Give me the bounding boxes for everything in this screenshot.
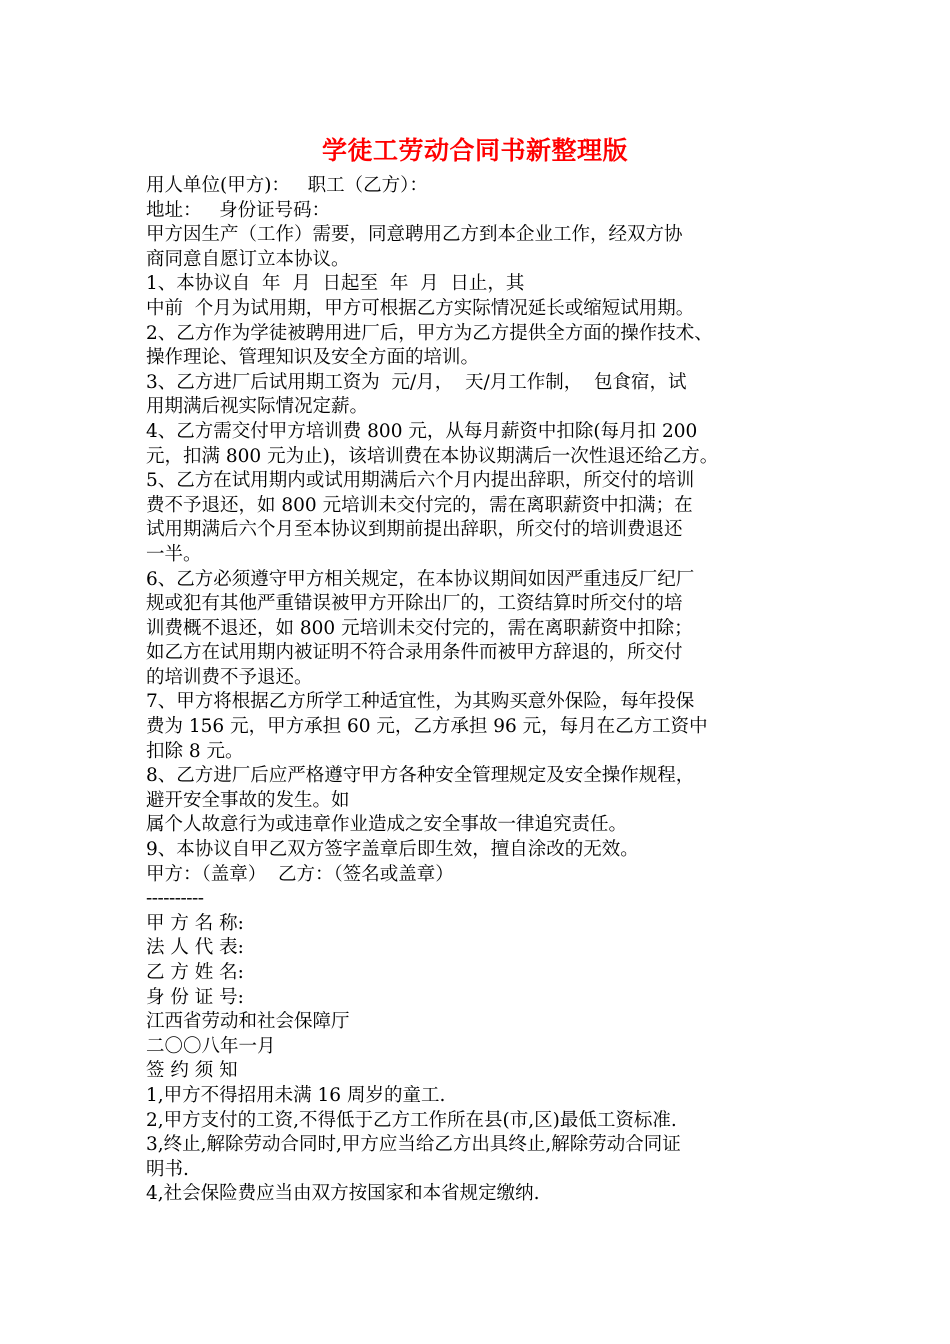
signature-line: 甲方：（盖章） 乙方：（签名或盖章） — [146, 863, 454, 885]
clause-3-line: 3、乙方进厂后试用期工资为 元/月， 天/月工作制， 包食宿，试 — [146, 371, 687, 393]
clause-1-line: 1、本协议自 年 月 日起至 年 月 日止，其 — [146, 273, 525, 295]
address-id-line: 地址： 身份证号码： — [146, 199, 331, 221]
clause-8-line: 避开安全事故的发生。如 — [146, 789, 350, 811]
id-number-label: 身 份 证 号: — [146, 986, 244, 1008]
clause-4-line: 4、乙方需交付甲方培训费 800 元，从每月薪资中扣除(每月扣 200 — [146, 420, 698, 442]
notice-item-4: 4,社会保险费应当由双方按国家和本省规定缴纳. — [146, 1183, 540, 1205]
clause-6-line: 规或犯有其他严重错误被甲方开除出厂的，工资结算时所交付的培 — [146, 593, 683, 615]
employer-employee-line: 用人单位(甲方)： 职工（乙方）： — [146, 175, 428, 196]
issuing-authority: 江西省劳动和社会保障厅 — [146, 1011, 350, 1033]
document-body — [146, 174, 826, 1207]
notice-item-1: 1,甲方不得招用未满 16 周岁的童工. — [146, 1084, 446, 1106]
clause-5-line: 费不予退还，如 800 元培训未交付完的，需在离职薪资中扣满；在 — [146, 494, 693, 516]
issue-date: 二〇〇八年一月 — [146, 1035, 276, 1057]
clause-5-line: 5、乙方在试用期内或试用期满后六个月内提出辞职，所交付的培训 — [146, 470, 695, 492]
notice-heading: 签 约 须 知 — [146, 1060, 238, 1082]
clause-2-line: 操作理论、管理知识及安全方面的培训。 — [146, 347, 480, 369]
party-a-name-label: 甲 方 名 称: — [146, 912, 244, 934]
paragraph-line: 商同意自愿订立本协议。 — [146, 248, 350, 270]
clause-5-line: 试用期满后六个月至本协议到期前提出辞职，所交付的培训费退还 — [146, 519, 683, 541]
clause-6-line: 训费概不退还，如 800 元培训未交付完的，需在离职薪资中扣除； — [146, 617, 693, 639]
legal-representative-label: 法 人 代 表: — [146, 937, 244, 959]
notice-item-3: 明书. — [146, 1158, 189, 1180]
paragraph-line: 甲方因生产（工作）需要，同意聘用乙方到本企业工作，经双方协 — [146, 224, 683, 246]
clause-4-line: 元，扣满 800 元为止)，该培训费在本协议期满后一次性退还给乙方。 — [146, 445, 719, 467]
notice-item-3: 3,终止,解除劳动合同时,甲方应当给乙方出具终止,解除劳动合同证 — [146, 1134, 681, 1156]
clause-7-line: 7、甲方将根据乙方所学工种适宜性，为其购买意外保险，每年投保 — [146, 691, 695, 713]
clause-6-line: 6、乙方必须遵守甲方相关规定，在本协议期间如因严重违反厂纪厂 — [146, 568, 695, 590]
clause-9-line: 9、本协议自甲乙双方签字盖章后即生效，擅自涂改的无效。 — [146, 839, 639, 861]
notice-item-2: 2,甲方支付的工资,不得低于乙方工作所在县(市,区)最低工资标准. — [146, 1109, 677, 1131]
clause-6-line: 如乙方在试用期内被证明不符合录用条件而被甲方辞退的，所交付 — [146, 642, 683, 664]
clause-7-line: 费为 156 元，甲方承担 60 元，乙方承担 96 元，每月在乙方工资中 — [146, 716, 708, 738]
clause-8-line: 8、乙方进厂后应严格遵守甲方各种安全管理规定及安全操作规程， — [146, 765, 695, 787]
clause-6-line: 的培训费不予退还。 — [146, 666, 313, 688]
clause-7-line: 扣除 8 元。 — [146, 740, 244, 762]
clause-2-line: 2、乙方作为学徒被聘用进厂后，甲方为乙方提供全方面的操作技术、 — [146, 322, 713, 344]
clause-3-line: 用期满后视实际情况定薪。 — [146, 396, 369, 418]
clause-8-line: 属个人故意行为或违章作业造成之安全事故一律追究责任。 — [146, 814, 628, 836]
clause-1-line: 中前 个月为试用期，甲方可根据乙方实际情况延长或缩短试用期。 — [146, 297, 695, 319]
document-title: 学徒工劳动合同书新整理版 — [321, 136, 628, 165]
clause-5-line: 一半。 — [146, 543, 202, 565]
party-b-name-label: 乙 方 姓 名: — [146, 962, 244, 983]
separator-line: ---------- — [146, 888, 204, 910]
